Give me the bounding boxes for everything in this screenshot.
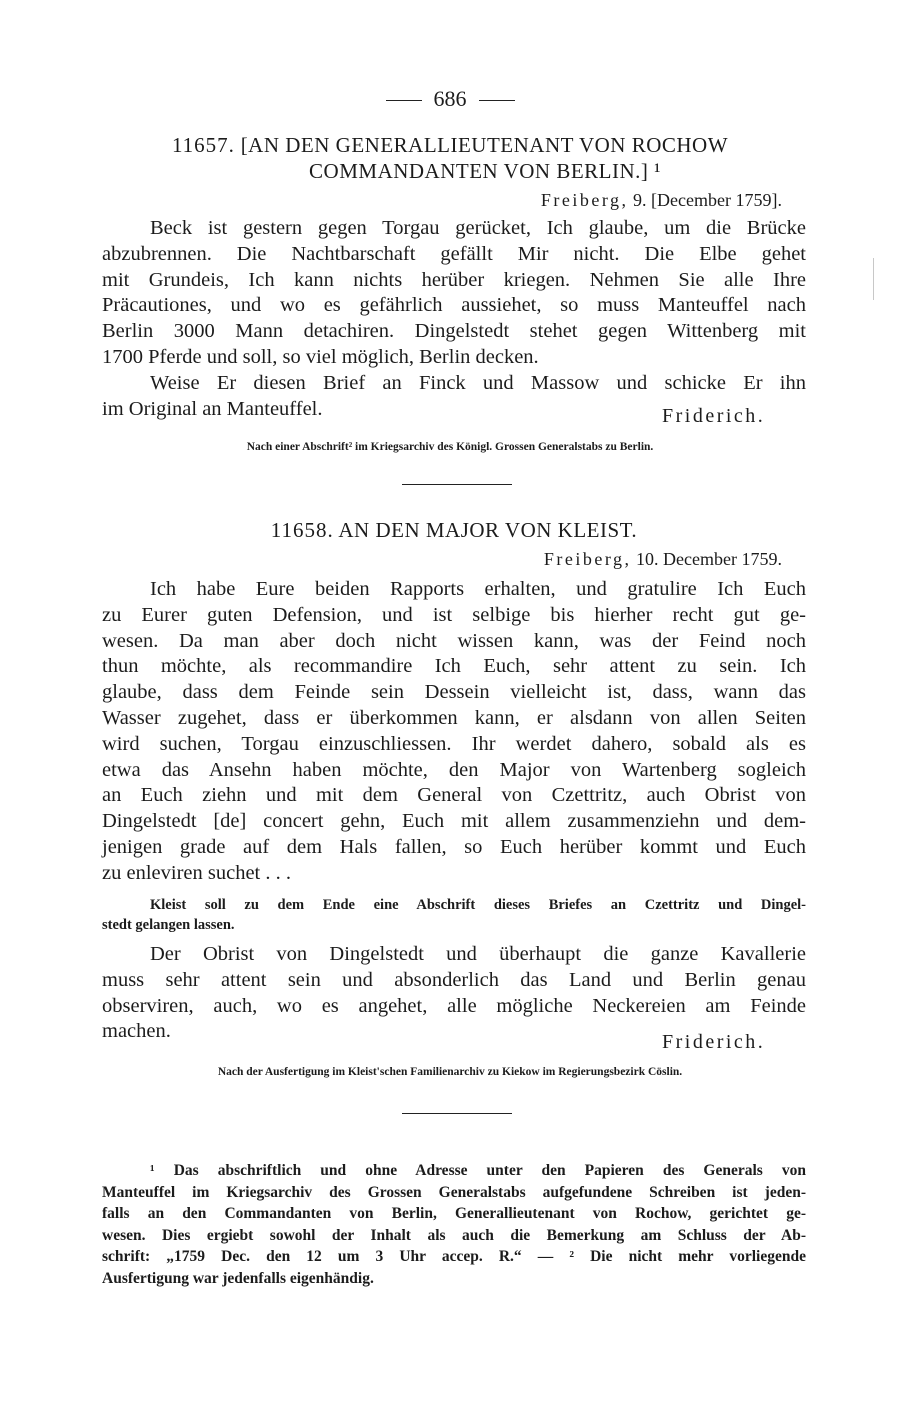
letter1-body-line: Präcautiones, und wo es gefährlich aussiehet, so muss Manteuffel nach xyxy=(102,294,806,317)
letter2-body-line: jenigen grade auf dem Hals fallen, so Euch herüber kommt und Euch xyxy=(102,836,806,858)
letter2-title: AN DEN MAJOR VON KLEIST. xyxy=(338,518,638,542)
letter1-date: 9. [December 1759]. xyxy=(633,190,782,210)
footnote-line: Manteuffel im Kriegsarchiv des Grossen Generalstabs aufgefundene Schreiben ist jeden- xyxy=(102,1183,806,1201)
letter1-body-line: im Original an Manteuffel. xyxy=(102,397,323,420)
letter2-dateline xyxy=(544,549,782,570)
page-number-text: 686 xyxy=(433,86,467,111)
letter1-place: Freiberg, xyxy=(540,190,629,210)
letter1-body-line: Beck ist gestern gegen Torgau gerücket, Ich glaube, um die Brücke xyxy=(150,217,806,239)
letter2-heading xyxy=(0,518,900,543)
page-number-dash-left xyxy=(386,100,422,101)
footnotes xyxy=(102,1160,806,1289)
letter2-body-line: zu enleviren suchet . . . xyxy=(102,861,291,884)
letter2-body-line: glaube, dass dem Feinde sein Dessein vielleicht ist, dass, wann das xyxy=(102,681,806,704)
letter2-body-line: wird suchen, Torgau einzuschliessen. Ihr werdet dahero, sobald als es xyxy=(102,732,806,755)
letter2-body2-line: Der Obrist von Dingelstedt und überhaupt die ganze Kavallerie xyxy=(150,943,806,965)
letter2-body2-line: machen. xyxy=(102,1020,171,1043)
letter1-heading-line1 xyxy=(0,133,900,158)
page-number-dash-right xyxy=(479,100,515,101)
letter1-signature: Friderich. xyxy=(662,405,766,427)
letter1-body-line: abzubrennen. Die Nachtbarschaft gefällt Mir nicht. Die Elbe gehet xyxy=(102,242,806,265)
footnote-line: wesen. Dies ergiebt sowohl der Inhalt als auch die Bemerkung am Schluss der Ab- xyxy=(102,1226,806,1244)
letter2-body2-line: observiren, auch, wo es angehet, alle mögliche Neckereien am Feinde xyxy=(102,994,806,1017)
letter2-source: Nach der Ausfertigung im Kleist'schen Familienarchiv zu Kiekow im Regierungsbezirk Cöslin. xyxy=(217,1066,683,1078)
letter2-note-line: stedt gelangen lassen. xyxy=(102,917,235,933)
footnote-divider xyxy=(402,1113,512,1114)
scan-margin-mark xyxy=(873,258,874,300)
footnote-line: ¹ Das abschriftlich und ohne Adresse unter den Papieren des Generals von xyxy=(150,1162,806,1179)
page-number xyxy=(0,86,900,112)
letter2-body-line: thun möchte, als recommandire Ich Euch, sehr attent zu sein. Ich xyxy=(102,655,806,678)
letter1-number: 11657. xyxy=(171,133,235,157)
section-divider xyxy=(402,484,512,485)
letter2-body-line: wesen. Da man aber doch nicht wissen kann, was der Feind noch xyxy=(102,629,806,652)
letter1-source: Nach einer Abschrift² im Kriegsarchiv des Königl. Grossen Generalstabs zu Berlin. xyxy=(246,441,654,453)
letter1-body-line: mit Grundeis, Ich kann nichts herüber kriegen. Nehmen Sie alle Ihre xyxy=(102,268,806,291)
letter2-signature: Friderich. xyxy=(662,1031,766,1053)
letter2-note xyxy=(102,895,806,935)
letter2-body2-line: muss sehr attent sein und absonderlich das Land und Berlin genau xyxy=(102,968,806,991)
letter1-dateline xyxy=(541,190,782,211)
footnote-line: Ausfertigung war jedenfalls eigenhändig. xyxy=(102,1269,374,1287)
letter1-body-line: 1700 Pferde und soll, so viel möglich, Berlin decken. xyxy=(102,346,539,368)
letter2-body-line: Wasser zugehet, dass er überkommen kann, er alsdann von allen Seiten xyxy=(102,707,806,729)
letter1-body-line: Berlin 3000 Mann detachiren. Dingelstedt stehet gegen Wittenberg mit xyxy=(102,320,806,343)
letter2-body-line: zu Eurer guten Defension, und ist selbige bis hierher recht gut ge- xyxy=(102,603,806,626)
letter2-body-line: an Euch ziehn und mit dem General von Czettritz, auch Obrist von xyxy=(102,784,806,807)
letter1-body-line: Weise Er diesen Brief an Finck und Massow und schicke Er ihn xyxy=(150,371,806,394)
footnote-line: falls an den Commandanten von Berlin, Generallieutenant von Rochow, gerichtet ge- xyxy=(102,1205,806,1222)
letter2-place: Freiberg, xyxy=(543,549,632,569)
letter2-body-line: Ich habe Eure beiden Rapports erhalten, und gratulire Ich Euch xyxy=(150,578,806,600)
letter2-body-line: etwa das Ansehn haben möchte, den Major von Wartenberg sogleich xyxy=(102,758,806,781)
letter2-body-line: Dingelstedt [de] concert gehn, Euch mit allem zusammenziehn und dem- xyxy=(102,810,806,833)
footnote-line: schrift: „1759 Dec. den 12 um 3 Uhr accep. R.“ — ² Die nicht mehr vorliegende xyxy=(102,1248,806,1265)
letter2-note-line: Kleist soll zu dem Ende eine Abschrift dieses Briefes an Czettritz und Dingel- xyxy=(150,897,806,913)
letter2-number: 11658. xyxy=(270,518,334,542)
letter1-title-line1: [AN DEN GENERALLIEUTENANT VON ROCHOW xyxy=(240,133,729,157)
letter1-title-line2: COMMANDANTEN VON BERLIN.] ¹ xyxy=(309,159,661,183)
letter2-date: 10. December 1759. xyxy=(636,549,782,569)
